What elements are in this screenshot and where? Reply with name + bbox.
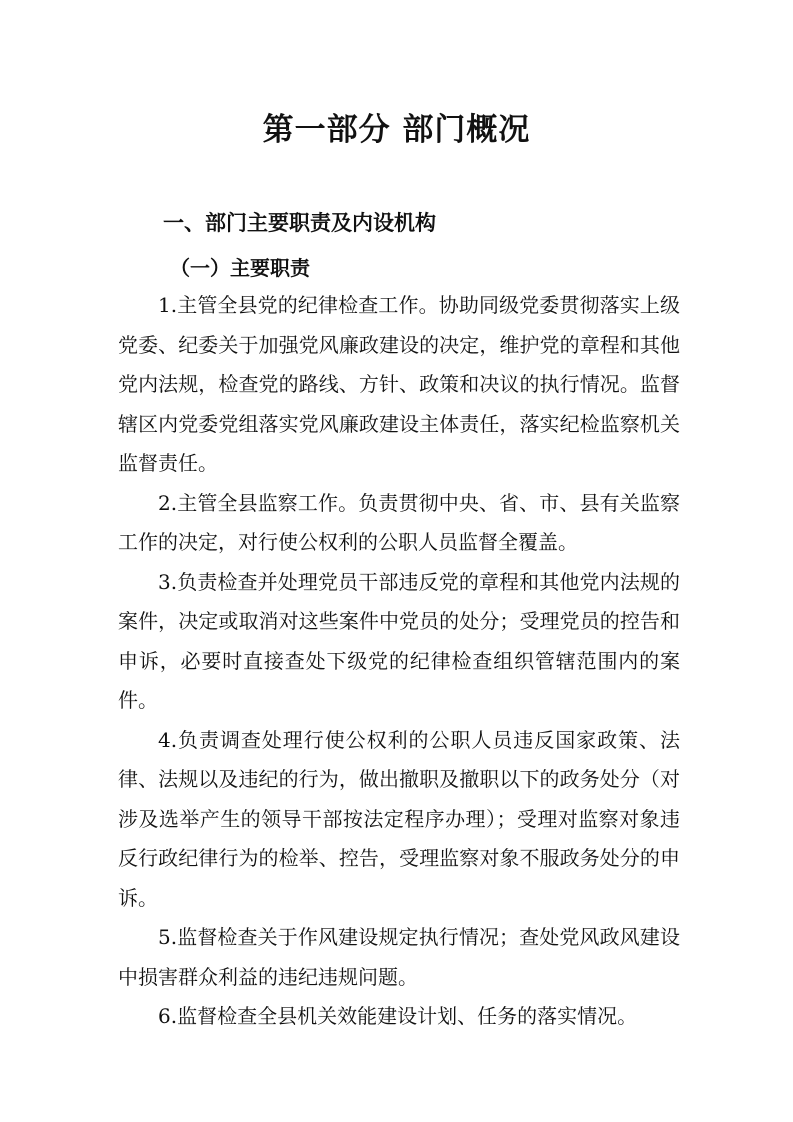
duty-paragraph-6: 6.监督检查全县机关效能建设计划、任务的落实情况。	[158, 1004, 638, 1028]
duties-list	[118, 286, 680, 1037]
duty-paragraph-1: 1.主管全县党的纪律检查工作。协助同级党委贯彻落实上级党委、纪委关于加强党风廉政建设的决定，维护党的章程和其他党内法规，检查党的路线、方针、政策和决议的执行情况。监督辖区内党委党组落实党风廉政建设主体责任，落实纪检监察机关监督责任。	[118, 293, 680, 475]
subsection-heading: （一）主要职责	[170, 256, 310, 280]
duty-paragraph-5: 5.监督检查关于作风建设规定执行情况；查处党风政风建设中损害群众利益的违纪违规问题。	[118, 925, 680, 989]
duty-paragraph-4: 4.负责调查处理行使公权利的公职人员违反国家政策、法律、法规以及违纪的行为，做出撤职及撤职以下的政务处分（对涉及选举产生的领导干部按法定程序办理）；受理对监察对象违反行政纪律行为的检举、控告，受理监察对象不服政务处分的申诉。	[118, 727, 680, 910]
duty-paragraph-3: 3.负责检查并处理党员干部违反党的章程和其他党内法规的案件，决定或取消对这些案件中党员的处分；受理党员的控告和申诉，必要时直接查处下级党的纪律检查组织管辖范围内的案件。	[118, 569, 680, 712]
duty-paragraph-2: 2.主管全县监察工作。负责贯彻中央、省、市、县有关监察工作的决定，对行使公权利的公职人员监督全覆盖。	[118, 490, 680, 554]
section-heading: 一、部门主要职责及内设机构	[163, 211, 436, 235]
page-title: 第一部分 部门概况	[262, 112, 531, 148]
